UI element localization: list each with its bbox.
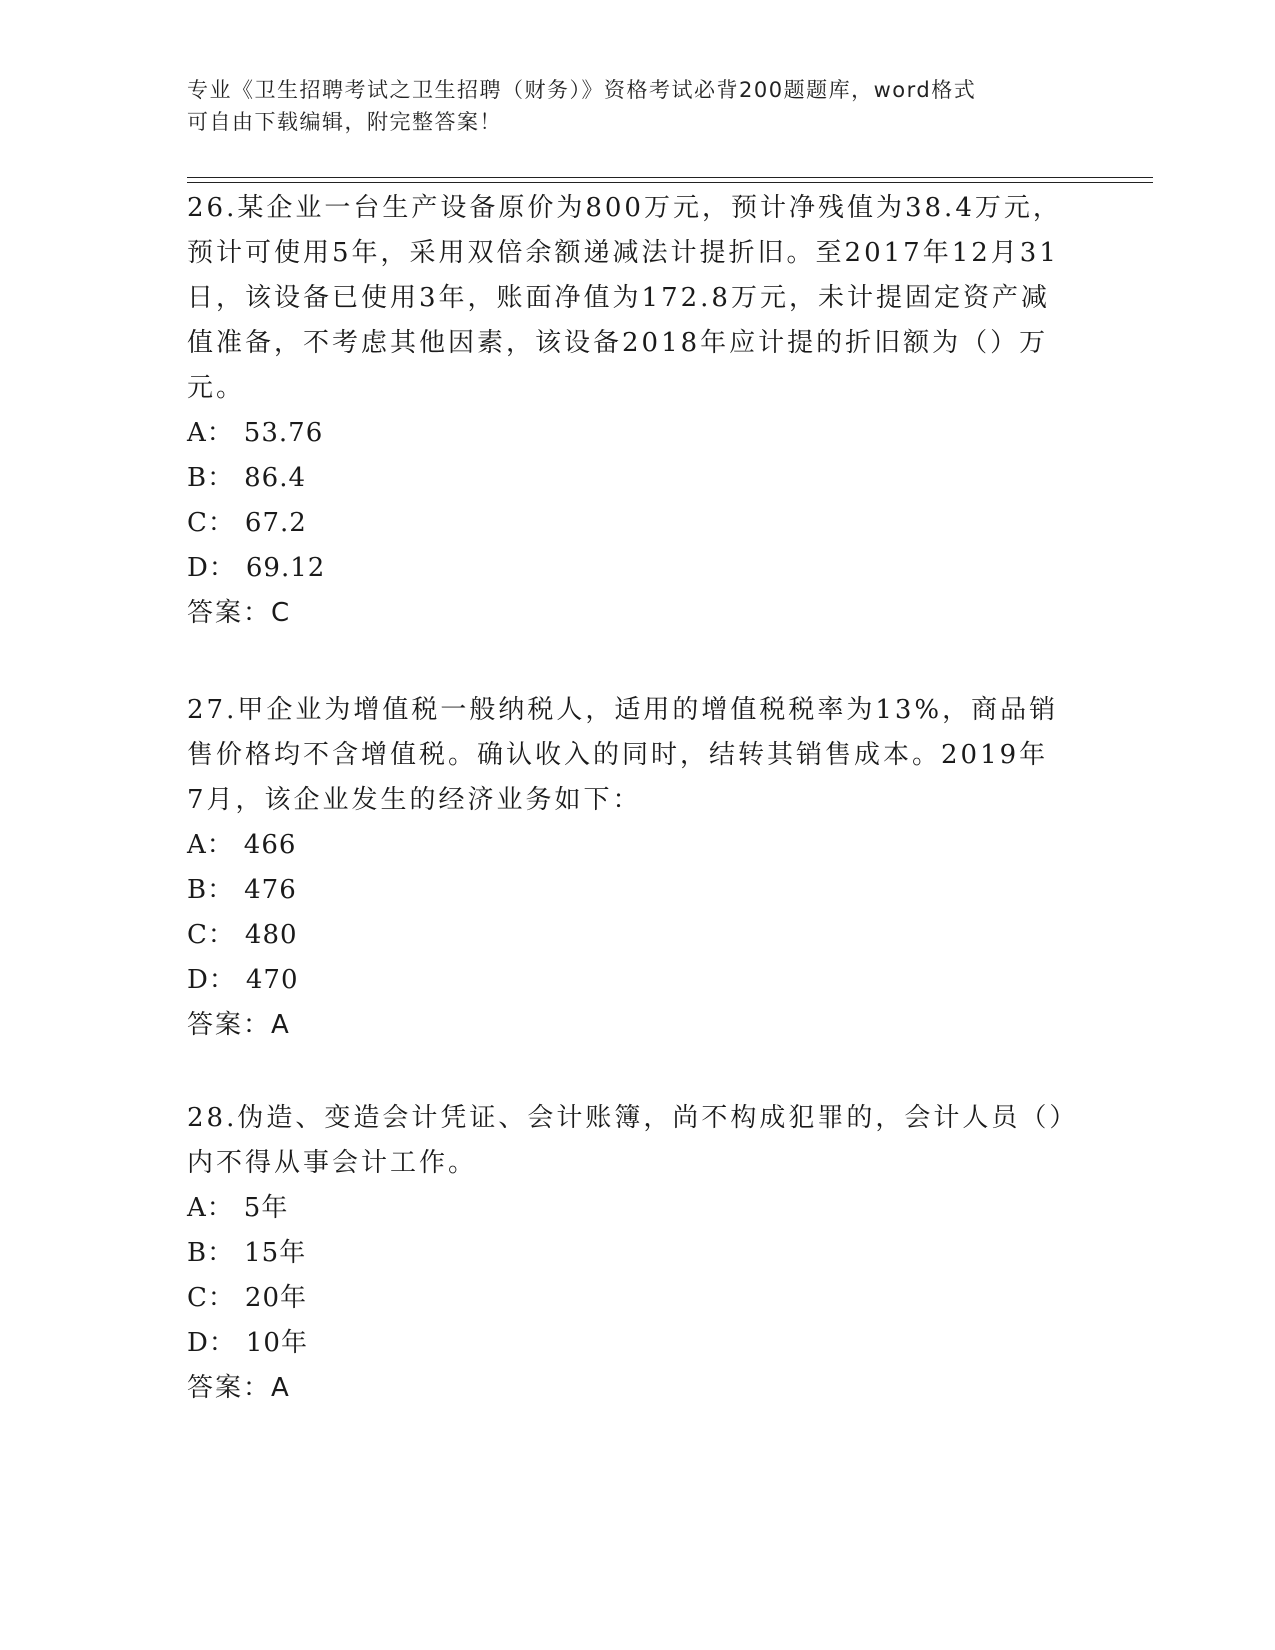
option-d — [187, 958, 1067, 1003]
option-separator: ： — [207, 463, 235, 493]
answer-line: 答案：A — [187, 1373, 291, 1403]
option-letter: B — [187, 875, 208, 905]
option-c — [187, 1276, 1067, 1321]
question-26 — [187, 186, 1067, 636]
option-separator: ： — [207, 1283, 235, 1313]
option-a — [187, 1186, 1067, 1231]
option-value: 15年 — [244, 1238, 307, 1268]
option-a — [187, 823, 1067, 868]
question-text: 28.伪造、变造会计凭证、会计账簿，尚不构成犯罪的，会计人员（）内不得从事会计工作。 — [187, 1103, 1066, 1178]
option-separator: ： — [207, 1238, 235, 1268]
option-separator: ： — [206, 1193, 234, 1223]
option-value: 67.2 — [244, 508, 307, 538]
header-line-1: 专业《卫生招聘考试之卫生招聘（财务）》资格考试必背200题题库，word格式 — [187, 78, 977, 102]
document-header — [187, 74, 1067, 138]
option-value: 466 — [243, 830, 297, 860]
option-b — [187, 868, 1067, 913]
option-letter: A — [187, 418, 207, 448]
option-letter: D — [187, 1328, 209, 1358]
option-separator: ： — [207, 920, 235, 950]
option-letter: B — [187, 463, 208, 493]
answer-line: 答案：C — [187, 598, 292, 628]
question-text: 27.甲企业为增值税一般纳税人，适用的增值税税率为13%，商品销售价格均不含增值税。确认收入的同时，结转其销售成本。2019年7月，该企业发生的经济业务如下： — [187, 695, 1059, 815]
option-value: 53.76 — [243, 418, 324, 448]
option-letter: D — [187, 965, 209, 995]
option-letter: A — [187, 1193, 207, 1223]
option-letter: A — [187, 830, 207, 860]
option-separator: ： — [208, 1328, 236, 1358]
question-28 — [187, 1096, 1067, 1411]
option-separator: ： — [208, 965, 236, 995]
option-value: 476 — [244, 875, 297, 905]
option-separator: ： — [207, 508, 235, 538]
question-text: 26.某企业一台生产设备原价为800万元，预计净残值为38.4万元，预计可使用5年，采用双倍余额递减法计提折旧。至2017年12月31日，该设备已使用3年，账面净值为172.8万元，未计提固定资产减值准备，不考虑其他因素，该设备2018年应计提的折旧额为（）万元。 — [187, 193, 1062, 403]
option-b — [187, 456, 1067, 501]
option-letter: C — [187, 508, 208, 538]
option-letter: D — [187, 553, 209, 583]
option-letter: B — [187, 1238, 208, 1268]
option-a — [187, 411, 1067, 456]
option-d — [187, 1321, 1067, 1366]
option-value: 480 — [244, 920, 298, 950]
option-letter: C — [187, 1283, 208, 1313]
option-value: 5年 — [243, 1193, 289, 1223]
option-value: 86.4 — [244, 463, 307, 493]
option-separator: ： — [206, 418, 234, 448]
header-line-2: 可自由下载编辑，附完整答案！ — [187, 110, 502, 134]
option-separator: ： — [207, 875, 235, 905]
header-divider-top — [187, 177, 1153, 178]
option-c — [187, 913, 1067, 958]
option-c — [187, 501, 1067, 546]
option-value: 10年 — [245, 1328, 308, 1358]
option-separator: ： — [208, 553, 236, 583]
option-separator: ： — [206, 830, 234, 860]
option-d — [187, 546, 1067, 591]
option-letter: C — [187, 920, 208, 950]
question-27 — [187, 688, 1067, 1048]
option-value: 69.12 — [245, 553, 326, 583]
option-value: 20年 — [244, 1283, 308, 1313]
answer-line: 答案：A — [187, 1010, 291, 1040]
header-divider-bottom — [187, 182, 1153, 183]
option-value: 470 — [245, 965, 299, 995]
option-b — [187, 1231, 1067, 1276]
